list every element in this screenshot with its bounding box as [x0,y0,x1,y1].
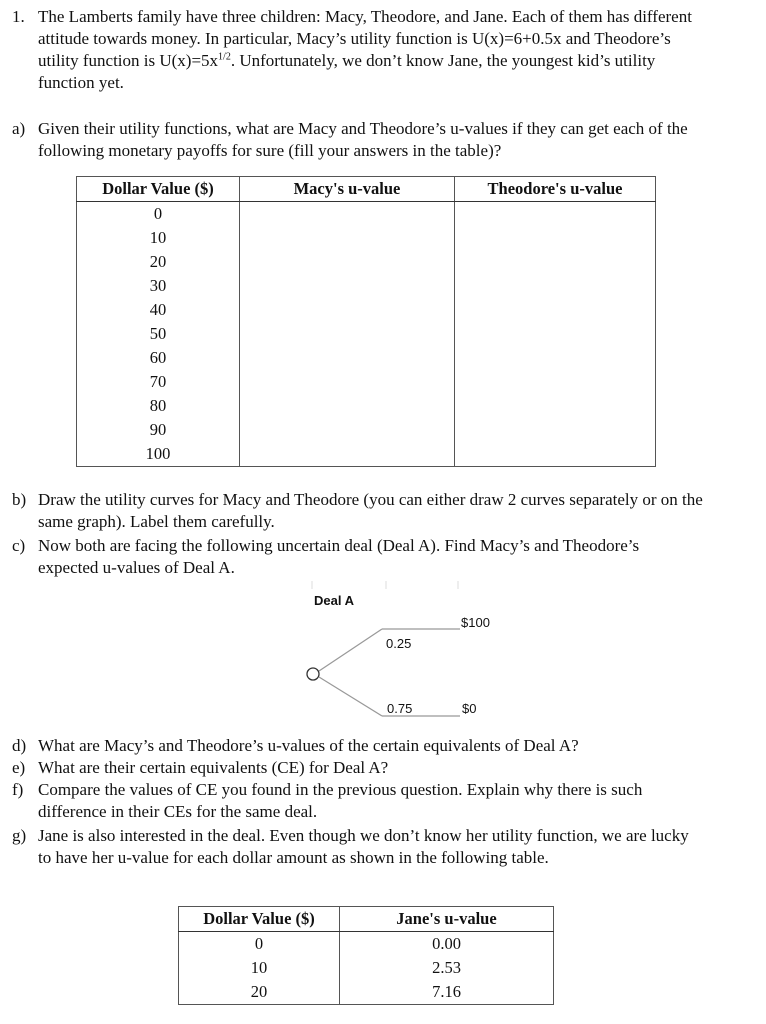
table-row [77,298,656,322]
macy-cell[interactable] [240,274,455,298]
col-dollar: Dollar Value ($) [179,907,340,932]
q1-line4: function yet. [38,73,124,92]
exponent: 1/2 [218,51,231,63]
q1-line1: The Lamberts family have three children: Macy, Theodore, and Jane. Each of them has different [38,7,692,26]
macy-cell[interactable] [240,370,455,394]
table-row [179,980,554,1005]
jane-cell: 7.16 [340,980,554,1005]
macy-cell[interactable] [240,322,455,346]
table-row [77,442,656,467]
dollar-cell: 50 [77,322,240,346]
dollar-cell: 20 [179,980,340,1005]
branch-top [319,629,382,671]
part-a-label: a) [12,119,26,138]
chance-node [307,668,319,680]
prob-bottom: 0.75 [387,701,413,716]
table-row [179,932,554,957]
col-macy: Macy's u-value [240,177,455,202]
table-row [77,394,656,418]
dollar-cell: 10 [179,956,340,980]
macy-cell[interactable] [240,394,455,418]
deal-title: Deal A [314,593,354,608]
part-g-line1: Jane is also interested in the deal. Even though we don’t know her utility function, we are lucky [38,826,689,845]
part-f-line1: Compare the values of CE you found in the previous question. Explain why there is such [38,780,643,799]
dollar-cell: 40 [77,298,240,322]
macy-cell[interactable] [240,442,455,467]
part-d-text: What are Macy’s and Theodore’s u-values of the certain equivalents of Deal A? [38,736,579,755]
part-b-label: b) [12,490,27,509]
part-a-line2: following monetary payoffs for sure (fill your answers in the table)? [38,141,502,160]
theodore-cell[interactable] [455,394,656,418]
table-row [77,418,656,442]
theodore-cell[interactable] [455,442,656,467]
payoff-top: $100 [461,615,490,630]
u-value-table [76,176,656,467]
theodore-cell[interactable] [455,298,656,322]
part-c-line2: expected u-values of Deal A. [38,558,235,577]
part-a-line1: Given their utility functions, what are Macy and Theodore’s u-values if they can get each of the [38,119,688,138]
macy-cell[interactable] [240,418,455,442]
jane-cell: 0.00 [340,932,554,957]
theodore-cell[interactable] [455,346,656,370]
part-g-text [38,825,758,869]
question-number: 1. [12,7,25,26]
dollar-cell: 0 [77,202,240,227]
part-d-label: d) [12,736,27,755]
part-g-line2: to have her u-value for each dollar amount as shown in the following table. [38,848,549,867]
table-row [77,274,656,298]
dollar-cell: 80 [77,394,240,418]
macy-cell[interactable] [240,202,455,227]
dollar-cell: 70 [77,370,240,394]
part-a-text [38,118,758,162]
table-row [77,250,656,274]
q1-line3-pre: utility function is U(x)=5x [38,51,219,70]
q1-line3-post: . Unfortunately, we don’t know Jane, the youngest kid’s utility [230,51,656,70]
theodore-cell[interactable] [455,370,656,394]
macy-cell[interactable] [240,226,455,250]
part-e-label: e) [12,758,26,777]
dollar-cell: 0 [179,932,340,957]
jane-cell: 2.53 [340,956,554,980]
table-row [77,370,656,394]
table-row [77,322,656,346]
table-row [77,346,656,370]
dollar-cell: 100 [77,442,240,467]
part-b-line2: same graph). Label them carefully. [38,512,275,531]
theodore-cell[interactable] [455,274,656,298]
part-b-text [38,489,758,533]
part-c-label: c) [12,536,26,555]
macy-cell[interactable] [240,250,455,274]
dollar-cell: 30 [77,274,240,298]
part-f-label: f) [12,780,24,799]
dollar-cell: 60 [77,346,240,370]
dollar-cell: 10 [77,226,240,250]
part-c-line1: Now both are facing the following uncertain deal (Deal A). Find Macy’s and Theodore’s [38,536,640,555]
part-f-line2: difference in their CEs for the same deal. [38,802,318,821]
q1-line2: attitude towards money. In particular, Macy’s utility function is U(x)=6+0.5x and Theodore’s [38,29,671,48]
theodore-cell[interactable] [455,418,656,442]
part-g-label: g) [12,826,27,845]
table-row [77,202,656,227]
macy-cell[interactable] [240,298,455,322]
prob-top: 0.25 [386,636,412,651]
q1-line3 [38,50,758,72]
part-e-text: What are their certain equivalents (CE) for Deal A? [38,758,389,777]
part-f-text [38,779,758,823]
theodore-cell[interactable] [455,322,656,346]
theodore-cell[interactable] [455,250,656,274]
dollar-cell: 20 [77,250,240,274]
col-jane: Jane's u-value [340,907,554,932]
part-c-text [38,535,758,579]
payoff-bottom: $0 [462,701,477,716]
col-theodore: Theodore's u-value [455,177,656,202]
branch-bottom [319,677,382,716]
table-row [77,226,656,250]
part-b-line1: Draw the utility curves for Macy and Theodore (you can either draw 2 curves separately or on the [38,490,703,509]
question-text [38,6,758,94]
theodore-cell[interactable] [455,226,656,250]
jane-table [178,906,554,1005]
table-row [179,956,554,980]
theodore-cell[interactable] [455,202,656,227]
dollar-cell: 90 [77,418,240,442]
macy-cell[interactable] [240,346,455,370]
col-dollar: Dollar Value ($) [77,177,240,202]
